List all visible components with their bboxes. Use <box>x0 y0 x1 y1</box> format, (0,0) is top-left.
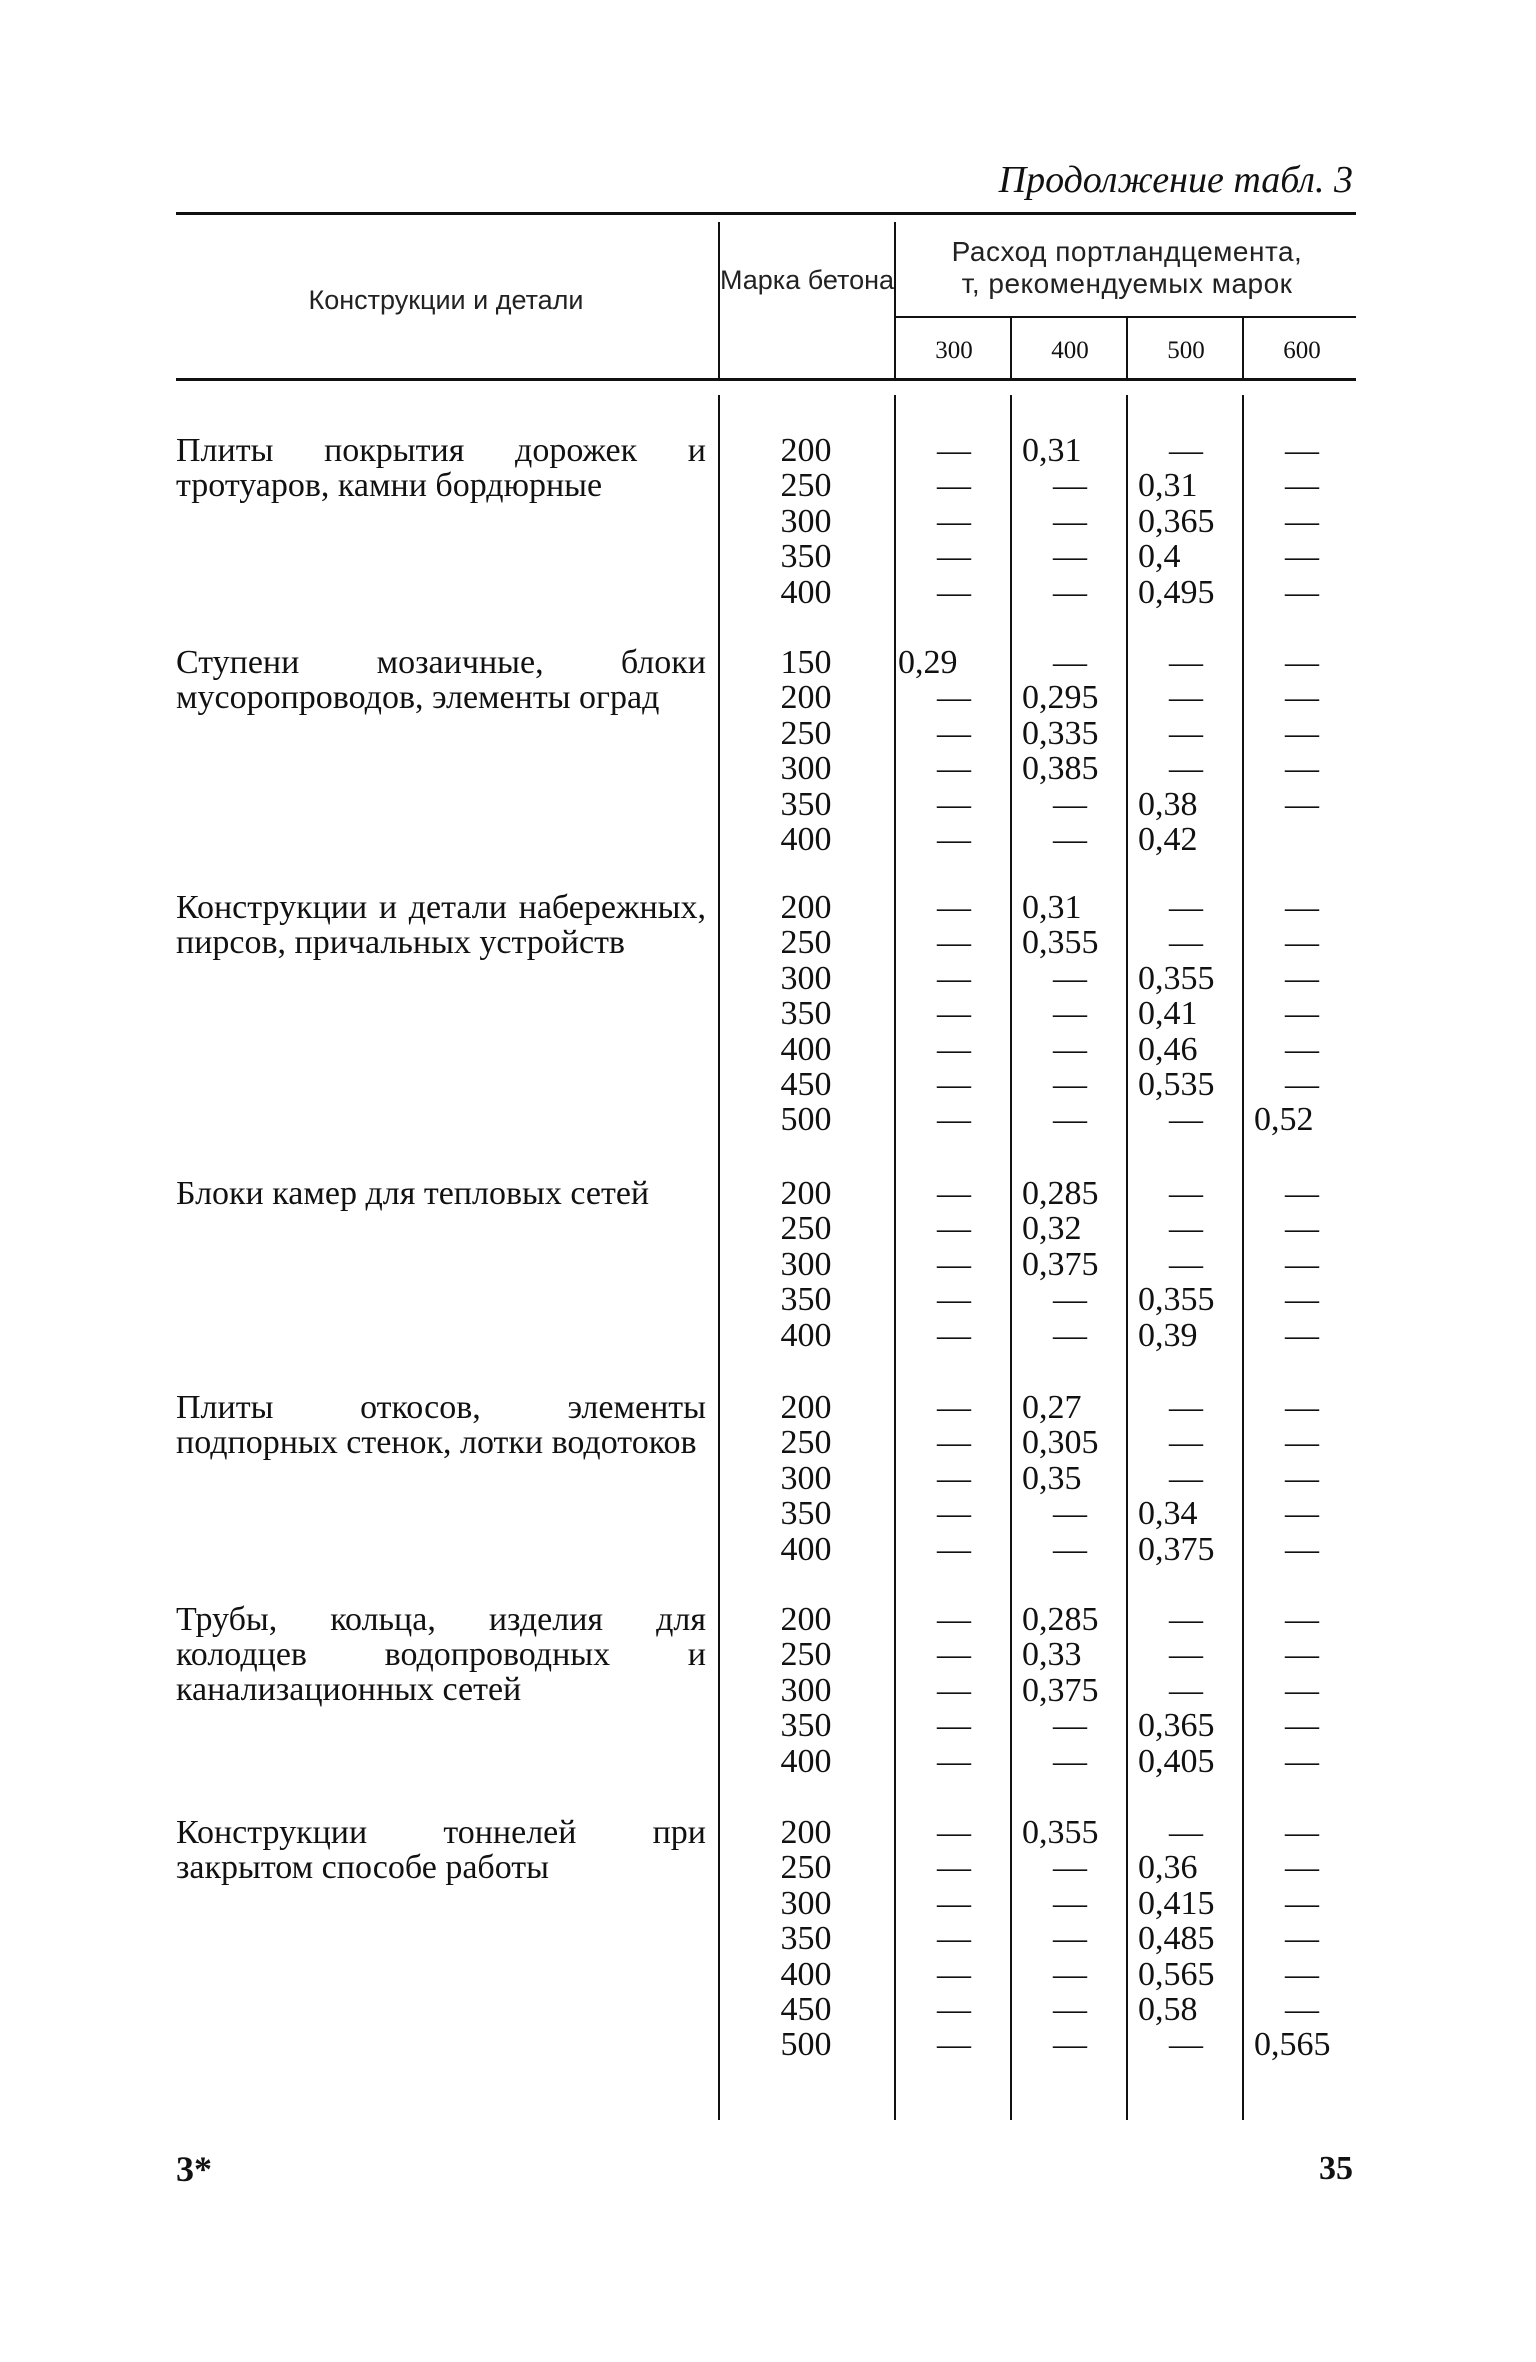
cement-consumption-cell: — <box>1169 644 1203 681</box>
concrete-grade-cell: 200 <box>780 889 832 926</box>
header-divider <box>718 222 720 378</box>
construction-description: Плиты откосов, элементы подпорных стенок, лотки водотоков <box>176 1389 706 1461</box>
cement-consumption-cell: — <box>937 786 971 823</box>
concrete-grade-cell: 200 <box>780 679 832 716</box>
concrete-grade-cell: 400 <box>780 1743 832 1780</box>
concrete-grade-cell: 200 <box>780 1389 832 1426</box>
cement-consumption-cell: — <box>937 538 971 575</box>
cement-consumption-cell: 0,29 <box>898 644 958 681</box>
cement-consumption-cell: 0,495 <box>1138 574 1215 611</box>
cement-consumption-cell: 0,4 <box>1138 538 1181 575</box>
column-header-constructions: Конструкции и детали <box>308 285 584 315</box>
cement-consumption-cell: — <box>1285 1246 1319 1283</box>
cement-consumption-cell: — <box>1169 1814 1203 1851</box>
concrete-grade-cell: 400 <box>780 1031 832 1068</box>
concrete-grade-cell: 250 <box>780 1849 832 1886</box>
cement-consumption-cell: 0,31 <box>1138 467 1198 504</box>
cement-consumption-cell: — <box>937 2026 971 2063</box>
cement-consumption-cell: — <box>1285 1672 1319 1709</box>
concrete-grade-cell: 400 <box>780 1531 832 1568</box>
cement-consumption-cell: 0,36 <box>1138 1849 1198 1886</box>
cement-consumption-cell: — <box>937 924 971 961</box>
concrete-grade-cell: 400 <box>780 574 832 611</box>
cement-consumption-cell: — <box>1053 1991 1087 2028</box>
cement-consumption-cell: — <box>937 1460 971 1497</box>
cement-consumption-cell: — <box>1285 1636 1319 1673</box>
cement-header-line: Расход портландцемента, <box>951 236 1303 267</box>
cement-consumption-cell: — <box>1053 1885 1087 1922</box>
cement-consumption-cell: — <box>937 1210 971 1247</box>
cement-consumption-cell: — <box>937 715 971 752</box>
cement-consumption-cell: — <box>1053 1066 1087 1103</box>
cement-consumption-cell: — <box>1053 960 1087 997</box>
construction-description: Плиты покрытия дорожек и тротуаров, камни бордюрные <box>176 432 706 504</box>
cement-consumption-cell: — <box>1053 786 1087 823</box>
concrete-grade-cell: 350 <box>780 1281 832 1318</box>
cement-consumption-cell: — <box>1285 1956 1319 1993</box>
cement-consumption-cell: 0,375 <box>1138 1531 1215 1568</box>
cement-consumption-cell: 0,375 <box>1022 1246 1099 1283</box>
cement-consumption-cell: — <box>1053 1956 1087 1993</box>
cement-mark-header: 400 <box>1051 337 1089 364</box>
cement-consumption-cell: — <box>1285 1707 1319 1744</box>
cement-consumption-cell: — <box>1285 1031 1319 1068</box>
cement-consumption-cell: — <box>1285 679 1319 716</box>
cement-consumption-cell: — <box>937 1885 971 1922</box>
cement-consumption-cell: — <box>1053 1031 1087 1068</box>
cement-consumption-cell: — <box>1285 538 1319 575</box>
cement-consumption-cell: — <box>1053 1920 1087 1957</box>
cement-consumption-cell: — <box>1053 1317 1087 1354</box>
cement-consumption-cell: — <box>1285 1175 1319 1212</box>
cement-consumption-cell: — <box>937 679 971 716</box>
page-number: 35 <box>1319 2150 1353 2187</box>
concrete-grade-cell: 200 <box>780 1175 832 1212</box>
cement-consumption-cell: — <box>1053 1281 1087 1318</box>
cement-consumption-cell: — <box>937 503 971 540</box>
cement-consumption-cell: — <box>1169 1246 1203 1283</box>
construction-description: Конструкции и детали набережных, пирсов, причальных устройств <box>176 889 706 961</box>
concrete-grade-cell: 300 <box>780 1885 832 1922</box>
cement-consumption-cell: 0,375 <box>1022 1672 1099 1709</box>
cement-consumption-cell: 0,58 <box>1138 1991 1198 2028</box>
cement-consumption-cell: 0,305 <box>1022 1424 1099 1461</box>
cement-consumption-cell: — <box>1285 1814 1319 1851</box>
cement-consumption-cell: — <box>937 467 971 504</box>
cement-consumption-cell: — <box>1285 1424 1319 1461</box>
cement-consumption-cell: — <box>1285 1460 1319 1497</box>
cement-consumption-cell: — <box>1053 467 1087 504</box>
cement-consumption-cell: 0,365 <box>1138 503 1215 540</box>
concrete-grade-cell: 300 <box>780 1672 832 1709</box>
cement-consumption-cell: 0,355 <box>1022 1814 1099 1851</box>
cement-consumption-cell: — <box>1053 538 1087 575</box>
cement-mark-header: 600 <box>1283 337 1321 364</box>
cement-consumption-cell: — <box>1169 1101 1203 1138</box>
cement-consumption-cell: — <box>937 960 971 997</box>
cement-consumption-cell: 0,565 <box>1138 1956 1215 1993</box>
cement-consumption-cell: — <box>1053 1101 1087 1138</box>
cement-header-line: т, рекомендуемых марок <box>961 268 1293 299</box>
cement-consumption-cell: 0,405 <box>1138 1743 1215 1780</box>
column-header-cement-consumption <box>898 236 1356 300</box>
cement-consumption-cell: — <box>937 1672 971 1709</box>
cement-consumption-cell: — <box>937 1956 971 1993</box>
cement-consumption-cell: 0,46 <box>1138 1031 1198 1068</box>
cement-consumption-cell: — <box>1285 432 1319 469</box>
cement-consumption-cell: 0,41 <box>1138 995 1198 1032</box>
concrete-grade-cell: 400 <box>780 821 832 858</box>
concrete-grade-cell: 200 <box>780 1601 832 1638</box>
cement-consumption-cell: — <box>937 1707 971 1744</box>
cement-consumption-cell: — <box>937 1636 971 1673</box>
cement-consumption-cell: — <box>937 1814 971 1851</box>
concrete-grade-cell: 150 <box>780 644 832 681</box>
cement-consumption-cell: — <box>937 889 971 926</box>
cement-consumption-cell: — <box>937 1389 971 1426</box>
cement-consumption-cell: 0,335 <box>1022 715 1099 752</box>
cement-consumption-cell: 0,485 <box>1138 1920 1215 1957</box>
cement-consumption-cell: — <box>1285 1531 1319 1568</box>
concrete-grade-cell: 250 <box>780 924 832 961</box>
cement-consumption-cell: — <box>1053 574 1087 611</box>
cement-consumption-cell: 0,295 <box>1022 679 1099 716</box>
cement-consumption-cell: — <box>1285 644 1319 681</box>
cement-consumption-cell: — <box>1285 750 1319 787</box>
cement-consumption-cell: 0,565 <box>1254 2026 1331 2063</box>
cement-consumption-cell: — <box>1053 644 1087 681</box>
cement-consumption-cell: — <box>937 1281 971 1318</box>
cement-consumption-cell: — <box>937 1743 971 1780</box>
cement-consumption-cell: — <box>1169 889 1203 926</box>
cement-consumption-cell: 0,535 <box>1138 1066 1215 1103</box>
cement-mark-header: 300 <box>935 337 973 364</box>
concrete-grade-cell: 250 <box>780 1210 832 1247</box>
cement-consumption-cell: 0,285 <box>1022 1175 1099 1212</box>
cement-consumption-cell: 0,39 <box>1138 1317 1198 1354</box>
cement-consumption-cell: — <box>1285 1281 1319 1318</box>
cement-consumption-cell: 0,31 <box>1022 889 1082 926</box>
cement-consumption-cell: — <box>1053 995 1087 1032</box>
cement-consumption-cell: — <box>1285 889 1319 926</box>
concrete-grade-cell: 450 <box>780 1991 832 2028</box>
cement-consumption-cell: — <box>937 1101 971 1138</box>
column-header-concrete-grade: Марка бетона <box>719 265 895 295</box>
cement-consumption-cell: 0,355 <box>1022 924 1099 961</box>
cement-consumption-cell: — <box>937 1424 971 1461</box>
cement-consumption-cell: — <box>937 1031 971 1068</box>
cement-consumption-cell: — <box>1285 467 1319 504</box>
cement-consumption-cell: — <box>1285 1601 1319 1638</box>
cement-consumption-cell: — <box>1169 1601 1203 1638</box>
cement-consumption-cell: 0,52 <box>1254 1101 1314 1138</box>
cement-consumption-cell: — <box>937 1849 971 1886</box>
cement-consumption-cell: — <box>1169 1210 1203 1247</box>
construction-description: Ступени мозаичные, блоки мусоропроводов, элементы оград <box>176 644 706 716</box>
concrete-grade-cell: 250 <box>780 467 832 504</box>
concrete-grade-cell: 250 <box>780 1636 832 1673</box>
concrete-grade-cell: 250 <box>780 1424 832 1461</box>
cement-consumption-cell: — <box>1285 715 1319 752</box>
cement-consumption-cell: — <box>1053 1495 1087 1532</box>
construction-description: Конструкции тоннелей при закрытом способе работы <box>176 1814 706 1886</box>
cement-consumption-cell: — <box>1285 1991 1319 2028</box>
table-caption: Продолжение табл. 3 <box>998 159 1353 201</box>
cement-consumption-cell: — <box>1169 924 1203 961</box>
cement-consumption-cell: — <box>1169 715 1203 752</box>
cement-consumption-cell: 0,355 <box>1138 1281 1215 1318</box>
cement-consumption-cell: — <box>937 1991 971 2028</box>
concrete-grade-cell: 350 <box>780 1495 832 1532</box>
cement-consumption-cell: — <box>937 995 971 1032</box>
cement-consumption-cell: — <box>937 1246 971 1283</box>
cement-consumption-cell: — <box>1169 750 1203 787</box>
cement-consumption-cell: — <box>937 1601 971 1638</box>
cement-consumption-cell: — <box>1285 1317 1319 1354</box>
concrete-grade-cell: 300 <box>780 1460 832 1497</box>
construction-description: Блоки камер для тепловых сетей <box>176 1175 650 1212</box>
concrete-grade-cell: 500 <box>780 2026 832 2063</box>
cement-consumption-cell: — <box>1169 1389 1203 1426</box>
concrete-grade-cell: 350 <box>780 538 832 575</box>
cement-consumption-cell: — <box>1285 1849 1319 1886</box>
concrete-grade-cell: 300 <box>780 960 832 997</box>
cement-consumption-cell: — <box>1169 1424 1203 1461</box>
cement-consumption-cell: — <box>937 1920 971 1957</box>
cement-consumption-cell: 0,365 <box>1138 1707 1215 1744</box>
cement-consumption-cell: — <box>1285 503 1319 540</box>
concrete-grade-cell: 300 <box>780 503 832 540</box>
cement-consumption-cell: 0,27 <box>1022 1389 1082 1426</box>
concrete-grade-cell: 350 <box>780 786 832 823</box>
cement-consumption-cell: — <box>1169 1636 1203 1673</box>
cement-consumption-cell: — <box>1053 821 1087 858</box>
cement-consumption-cell: 0,415 <box>1138 1885 1215 1922</box>
cement-consumption-cell: — <box>937 1317 971 1354</box>
cement-consumption-cell: — <box>1053 2026 1087 2063</box>
cement-consumption-cell: — <box>1169 1175 1203 1212</box>
cement-consumption-cell: — <box>1285 924 1319 961</box>
cement-consumption-cell: — <box>1053 1707 1087 1744</box>
concrete-grade-cell: 250 <box>780 715 832 752</box>
cement-consumption-cell: — <box>937 432 971 469</box>
concrete-grade-cell: 200 <box>780 432 832 469</box>
cement-consumption-cell: 0,35 <box>1022 1460 1082 1497</box>
cement-consumption-cell: — <box>1285 1743 1319 1780</box>
cement-consumption-cell: — <box>937 750 971 787</box>
cement-consumption-cell: — <box>1285 1210 1319 1247</box>
cement-consumption-cell: — <box>937 821 971 858</box>
concrete-grade-cell: 350 <box>780 1920 832 1957</box>
cement-consumption-cell: — <box>1285 1495 1319 1532</box>
cement-consumption-cell: — <box>1169 1672 1203 1709</box>
header-top-rule <box>176 212 1356 215</box>
concrete-grade-cell: 300 <box>780 1246 832 1283</box>
cement-consumption-cell: — <box>1285 1389 1319 1426</box>
cement-mark-header: 500 <box>1167 337 1205 364</box>
concrete-grade-cell: 400 <box>780 1317 832 1354</box>
construction-description: Трубы, кольца, изделия для колодцев водопроводных и канализационных сетей <box>176 1601 706 1708</box>
cement-consumption-cell: 0,385 <box>1022 750 1099 787</box>
cement-consumption-cell: — <box>1053 503 1087 540</box>
cement-consumption-cell: — <box>1285 1920 1319 1957</box>
cement-consumption-cell: 0,42 <box>1138 821 1198 858</box>
concrete-grade-cell: 350 <box>780 995 832 1032</box>
cement-consumption-cell: — <box>1285 786 1319 823</box>
cement-consumption-cell: 0,33 <box>1022 1636 1082 1673</box>
cement-consumption-cell: 0,355 <box>1138 960 1215 997</box>
cement-consumption-cell: — <box>1285 1885 1319 1922</box>
cement-consumption-cell: — <box>937 1495 971 1532</box>
cement-consumption-cell: — <box>1169 1460 1203 1497</box>
cement-consumption-cell: — <box>1169 679 1203 716</box>
cement-consumption-cell: — <box>1053 1849 1087 1886</box>
cement-consumption-cell: — <box>1285 574 1319 611</box>
cement-consumption-cell: — <box>1285 960 1319 997</box>
cement-consumption-cell: — <box>937 1066 971 1103</box>
cement-consumption-cell: — <box>1169 432 1203 469</box>
concrete-grade-cell: 400 <box>780 1956 832 1993</box>
cement-consumption-cell: — <box>1053 1743 1087 1780</box>
cement-consumption-cell: 0,285 <box>1022 1601 1099 1638</box>
concrete-grade-cell: 450 <box>780 1066 832 1103</box>
cement-consumption-cell: — <box>1053 1531 1087 1568</box>
cement-consumption-cell: — <box>937 1175 971 1212</box>
cement-consumption-cell: 0,32 <box>1022 1210 1082 1247</box>
signature-mark: 3* <box>176 2149 212 2189</box>
cement-consumption-cell: — <box>1285 995 1319 1032</box>
concrete-grade-cell: 350 <box>780 1707 832 1744</box>
cement-consumption-cell: 0,38 <box>1138 786 1198 823</box>
cement-consumption-cell: 0,34 <box>1138 1495 1198 1532</box>
concrete-grade-cell: 500 <box>780 1101 832 1138</box>
cement-consumption-cell: — <box>937 1531 971 1568</box>
header-bottom-rule <box>176 378 1356 381</box>
concrete-grade-cell: 300 <box>780 750 832 787</box>
cement-consumption-cell: 0,31 <box>1022 432 1082 469</box>
concrete-grade-cell: 200 <box>780 1814 832 1851</box>
cement-consumption-cell: — <box>1285 1066 1319 1103</box>
cement-consumption-cell: — <box>1169 2026 1203 2063</box>
cement-consumption-cell: — <box>937 574 971 611</box>
